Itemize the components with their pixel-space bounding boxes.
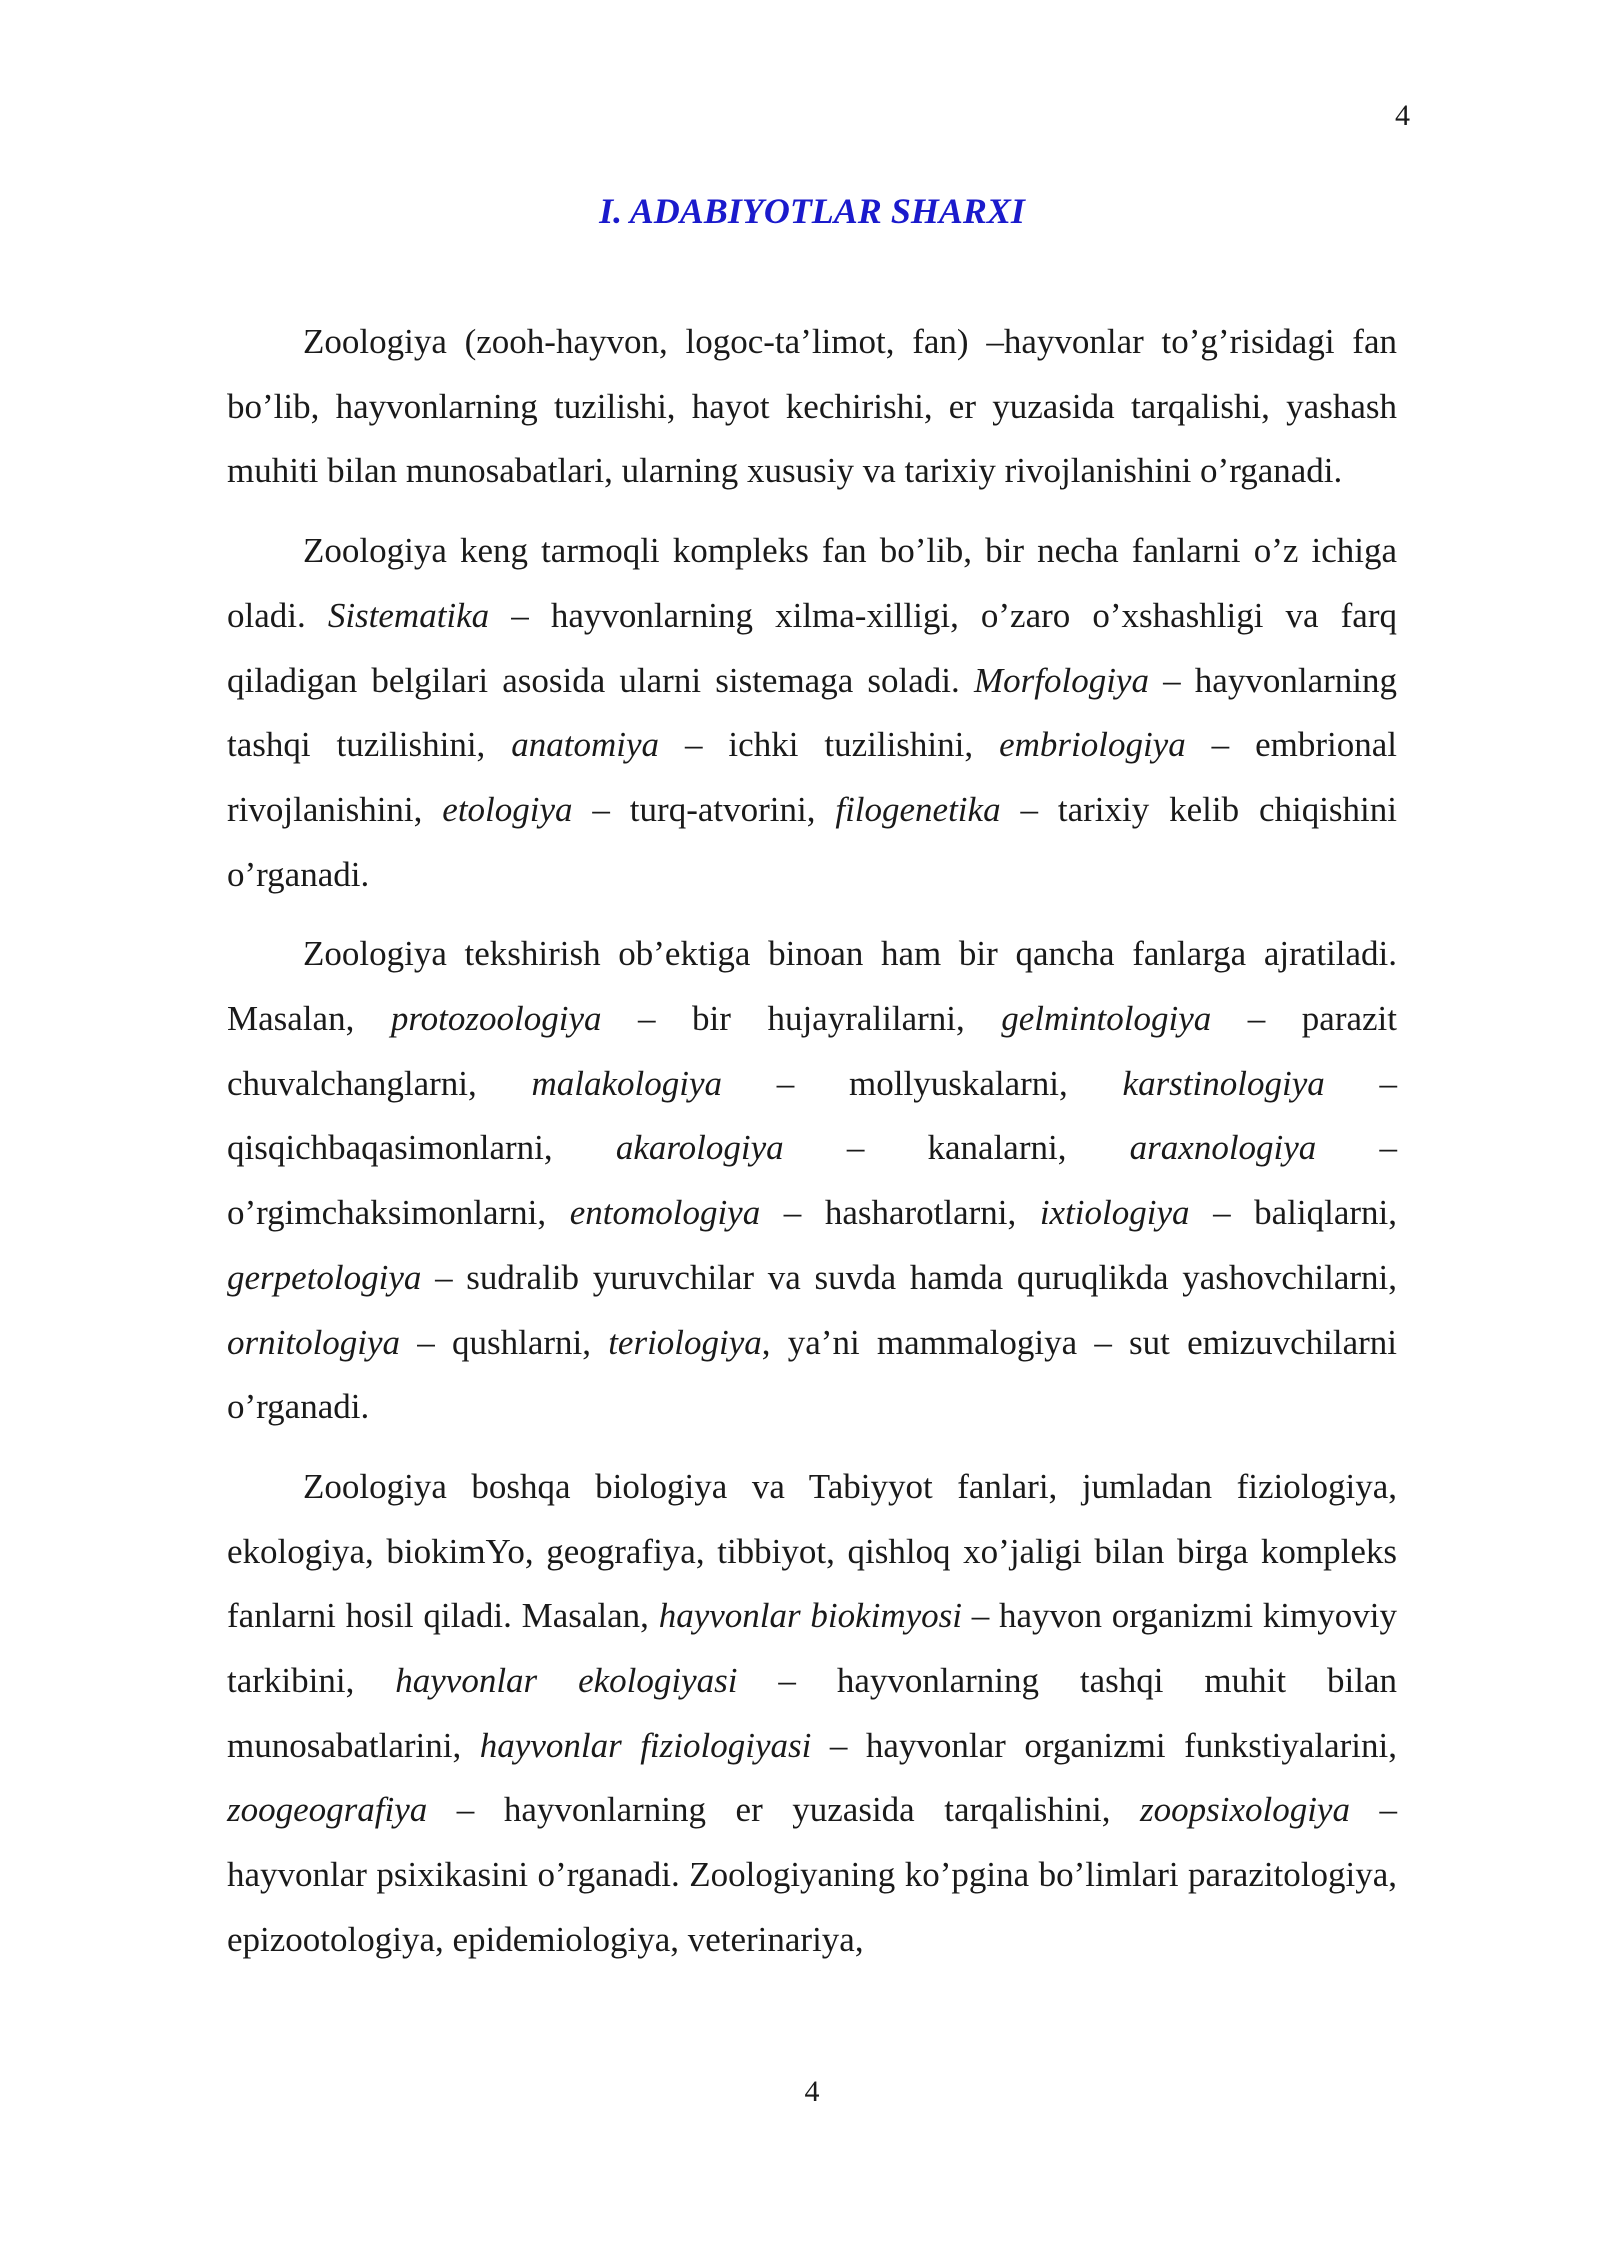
- text-segment: – hayvonlarning xilma-xilligi, o’zaro o’xshashligi va farq qiladigan belgilari asosida ularni sistemaga soladi.: [227, 595, 1397, 700]
- italic-term: ornitologiya: [227, 1322, 401, 1362]
- italic-term: ixtiologiya: [1039, 1193, 1190, 1233]
- italic-term: hayvonlar fiziologiyasi: [479, 1725, 812, 1765]
- italic-term: Sistematika: [327, 595, 490, 635]
- italic-term: akarologiya: [615, 1128, 784, 1168]
- body-text: [227, 310, 1397, 1988]
- text-segment: Zoologiya tekshirish ob’ektiga binoan ham bir qancha fanlarga ajratiladi. Masalan,: [227, 934, 1397, 1039]
- paragraph: [227, 310, 1397, 504]
- italic-term: araxnologiya: [1129, 1128, 1317, 1168]
- text-segment: Zoologiya keng tarmoqli kompleks fan bo’lib, bir necha fanlarni o’z ichiga oladi.: [227, 531, 1397, 635]
- text-segment: Zoologiya boshqa biologiya va Tabiyyot fanlari, jumladan fiziologiya, ekologiya, biokimYo, geografiya, tibbiyot, qishloq xo’jaligi bilan birga kompleks fanlarni hosil qiladi. Masalan,: [227, 1466, 1397, 1636]
- italic-term: protozoologiya: [390, 999, 602, 1039]
- text-segment: – parazit chuvalchanglarni,: [227, 999, 1397, 1103]
- text-segment: – qisqichbaqasimonlarni,: [227, 1063, 1398, 1168]
- text-segment: – hayvon organizmi kimyoviy tarkibini,: [227, 1596, 1397, 1701]
- text-segment: – baliqlarni,: [1189, 1193, 1397, 1233]
- italic-term: Morfologiya: [973, 660, 1149, 700]
- italic-term: hayvonlar ekologiyasi: [395, 1661, 738, 1701]
- italic-term: zoogeografiya: [227, 1790, 428, 1830]
- italic-term: teriologiya: [608, 1322, 762, 1362]
- text-segment: – ichki tuzilishini,: [659, 725, 1000, 765]
- text-segment: – kanalarni,: [783, 1128, 1130, 1168]
- italic-term: entomologiya: [569, 1193, 761, 1233]
- text-segment: – hayvonlarning tashqi muhit bilan munosabatlarini,: [227, 1661, 1398, 1765]
- italic-term: hayvonlar biokimyosi: [658, 1596, 962, 1636]
- italic-term: gerpetologiya: [227, 1257, 422, 1297]
- section-heading: I. ADABIYOTLAR SHARXI: [599, 191, 1025, 231]
- text-segment: – hayvonlarning tashqi tuzilishini,: [227, 660, 1397, 765]
- italic-term: anatomiya: [511, 725, 660, 765]
- italic-term: karstinologiya: [1122, 1063, 1325, 1103]
- text-segment: , ya’ni mammalogiya – sut emizuvchilarni o’rganadi.: [227, 1322, 1397, 1427]
- page-number-top: 4: [1395, 99, 1410, 132]
- text-segment: – turq-atvorini,: [572, 789, 836, 829]
- text-segment: – qushlarni,: [400, 1322, 609, 1362]
- paragraph: [227, 1455, 1397, 1973]
- text-segment: – embrional rivojlanishini,: [227, 725, 1397, 829]
- italic-term: malakologiya: [531, 1063, 723, 1103]
- italic-term: etologiya: [442, 789, 573, 829]
- italic-term: filogenetika: [835, 789, 1001, 829]
- text-segment: – o’rgimchaksimonlarni,: [227, 1128, 1397, 1233]
- italic-term: gelmintologiya: [1001, 999, 1212, 1039]
- text-segment: Zoologiya (zooh-hayvon, logoc-ta’limot, fan) –hayvonlar to’g’risidagi fan bo’lib, hayvonlarning tuzilishi, hayot kechirishi, er yuzasida tarqalishi, yashash muhiti bilan munosabatlari, ularning xususiy va tarixiy rivojlanishini o’rganadi.: [227, 322, 1397, 491]
- text-segment: – bir hujayralilarni,: [601, 999, 1002, 1039]
- text-segment: – mollyuskalarni,: [722, 1063, 1123, 1103]
- italic-term: embriologiya: [999, 725, 1186, 765]
- italic-term: zoopsixologiya: [1139, 1790, 1350, 1830]
- text-segment: – hayvonlar organizmi funkstiyalarini,: [811, 1725, 1397, 1765]
- text-segment: – tarixiy kelib chiqishini o’rganadi.: [227, 789, 1397, 894]
- text-segment: – hayvonlar psixikasini o’rganadi. Zoologiyaning ko’pgina bo’limlari parazitologiya, epizootologiya, epidemiologiya, veterinariya,: [227, 1790, 1397, 1959]
- page-number-bottom: 4: [804, 2075, 820, 2108]
- paragraph: [227, 519, 1397, 907]
- text-segment: – hasharotlarni,: [760, 1193, 1040, 1233]
- paragraph: [227, 922, 1397, 1440]
- text-segment: – sudralib yuruvchilar va suvda hamda quruqlikda yashovchilarni,: [421, 1257, 1397, 1297]
- text-segment: – hayvonlarning er yuzasida tarqalishini,: [427, 1790, 1140, 1830]
